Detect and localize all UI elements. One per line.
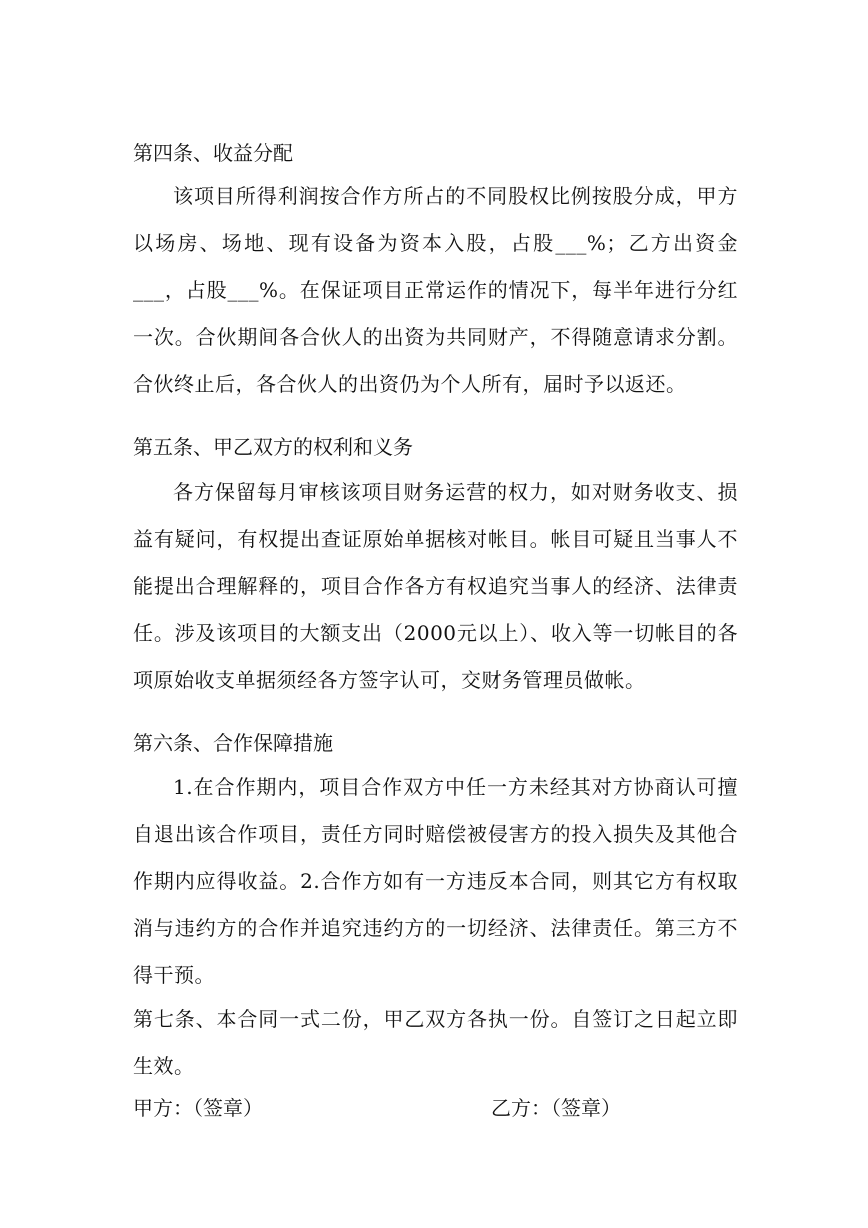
article-5-heading: 第五条、甲乙双方的权利和义务 (133, 435, 413, 459)
article-4-body: 该项目所得利润按合作方所占的不同股权比例按股分成，甲方以场房、场地、现有设备为资本入股，占股___%；乙方出资金___，占股___%。在保证项目正常运作的情况下，每半年进行分红一次。合伙期间各合伙人的出资为共同财产，不得随意请求分割。合伙终止后，各合伙人的出资仍为个人所有，届时予以返还。 (133, 184, 738, 396)
article-6-heading: 第六条、合作保障措施 (133, 731, 333, 755)
article-5-body: 各方保留每月审核该项目财务运营的权力，如对财务收支、损益有疑问，有权提出查证原始单据核对帐目。帐目可疑且当事人不能提出合理解释的，项目合作各方有权追究当事人的经济、法律责任。涉及该项目的大额支出（2000元以上）、收入等一切帐目的各项原始收支单据须经各方签字认可，交财务管理员做帐。 (133, 480, 738, 692)
article-7-body: 第七条、本合同一式二份，甲乙双方各执一份。自签订之日起立即生效。 (133, 1007, 738, 1078)
article-6-body: 1.在合作期内，项目合作双方中任一方未经其对方协商认可擅自退出该合作项目，责任方同时赔偿被侵害方的投入损失及其他合作期内应得收益。2.合作方如有一方违反本合同，则其它方有权取消与违约方的合作并追究违约方的一切经济、法律责任。第三方不得干预。 (133, 775, 738, 987)
party-b-signature: 乙方：（签章） (491, 1096, 621, 1120)
party-a-signature: 甲方：（签章） (133, 1096, 263, 1120)
article-4-heading: 第四条、收益分配 (133, 141, 293, 165)
